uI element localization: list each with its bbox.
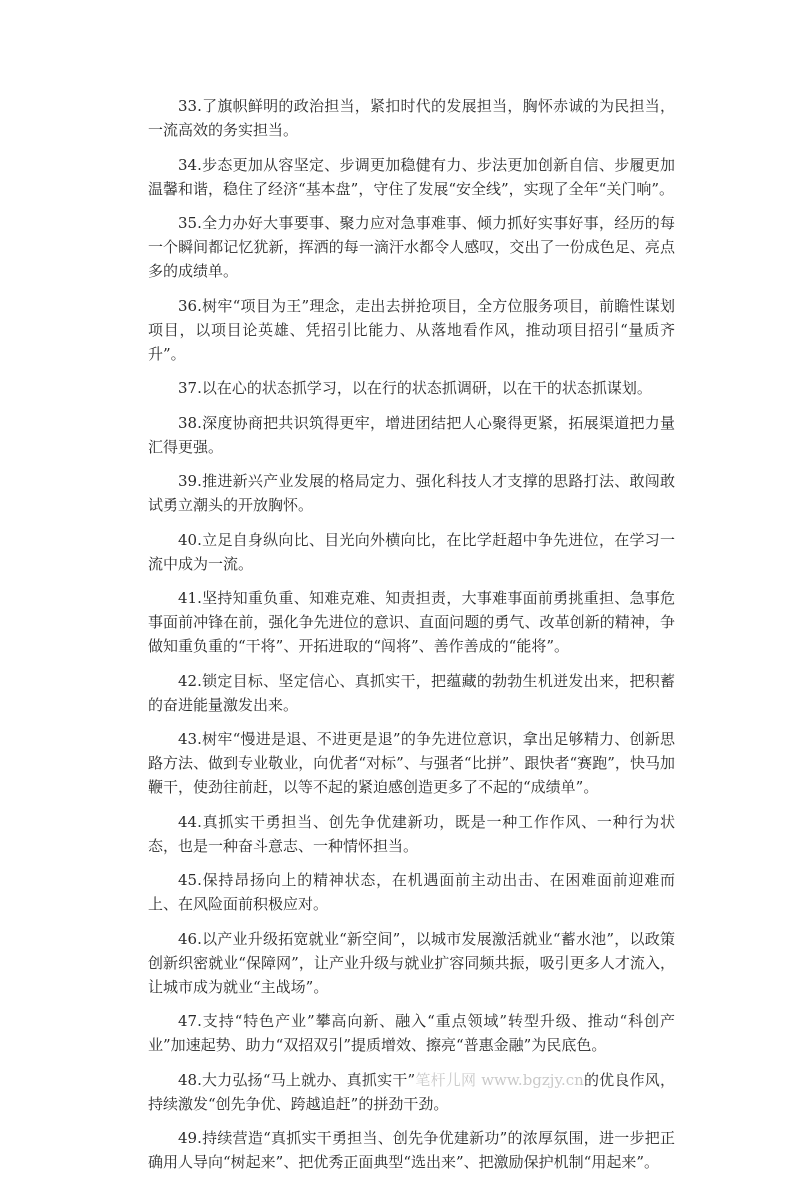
paragraph-48-before: 48.大力弘扬“马上就办、真抓实干” xyxy=(178,1070,416,1089)
paragraph-36: 36.树牢“项目为王”理念，走出去拼抢项目，全方位服务项目，前瞻性谋划项目，以项目论英雄、凭招引比能力、从落地看作风，推动项目招引“量质齐升”。 xyxy=(148,296,675,363)
paragraph-39: 39.推进新兴产业发展的格局定力、强化科技人才支撑的思路打法、敢闯敢试勇立潮头的开放胸怀。 xyxy=(148,472,675,514)
paragraph-41: 41.坚持知重负重、知难克难、知责担责，大事难事面前勇挑重担、急事危事面前冲锋在前，强化争先进位的意识、直面问题的勇气、改革创新的精神，争做知重负重的“干将”、开拓进取的“闯将”、善作善成的“能将”。 xyxy=(148,589,675,655)
paragraph-46: 46.以产业升级拓宽就业“新空间”，以城市发展激活就业“蓄水池”，以政策创新织密就业“保障网”，让产业升级与就业扩容同频共振，吸引更多人才流入，让城市成为就业“主战场”。 xyxy=(148,929,675,996)
paragraph-43: 43.树牢“慢进是退、不进更是退”的争先进位意识，拿出足够精力、创新思路方法、做到专业敬业，向优者“对标”、与强者“比拼”、跟快者“赛跑”，快马加鞭干，使劲往前赶，以等不起的紧迫感创造更多了不起的“成绩单”。 xyxy=(148,730,675,796)
paragraph-34: 34.步态更加从容坚定、步调更加稳健有力、步法更加创新自信、步履更加温馨和谐，稳住了经济“基本盘”，守住了发展“安全线”，实现了全年“关门响”。 xyxy=(148,155,675,198)
document-body xyxy=(148,94,675,1185)
paragraph-42: 42.锁定目标、坚定信心、真抓实干，把蕴藏的勃勃生机迸发出来，把积蓄的奋进能量激发出来。 xyxy=(148,671,675,714)
paragraph-40: 40.立足自身纵向比、目光向外横向比，在比学赶超中争先进位，在学习一流中成为一流。 xyxy=(148,530,675,573)
paragraph-49: 49.持续营造“真抓实干勇担当、创先争优建新功”的浓厚氛围，进一步把正确用人导向“树起来”、把优秀正面典型“选出来”、把激励保护机制“用起来”。 xyxy=(148,1129,675,1171)
paragraph-47: 47.支持“特色产业”攀高向新、融入“重点领域”转型升级、推动“科创产业”加速起势、助力“双招双引”提质增效、擦亮“普惠金融”为民底色。 xyxy=(148,1012,675,1054)
paragraph-35: 35.全力办好大事要事、聚力应对急事难事、倾力抓好实事好事，经历的每一个瞬间都记忆犹新，挥洒的每一滴汗水都令人感叹，交出了一份成色足、亮点多的成绩单。 xyxy=(148,214,675,280)
watermark-text: 笔杆儿网 www.bgzjy.cn xyxy=(415,1070,584,1089)
paragraph-44: 44.真抓实干勇担当、创先争优建新功，既是一种工作作风、一种行为状态，也是一种奋斗意志、一种情怀担当。 xyxy=(148,812,675,855)
paragraph-48 xyxy=(148,1068,675,1116)
paragraph-37: 37.以在心的状态抓学习，以在行的状态抓调研，以在干的状态抓谋划。 xyxy=(178,379,652,397)
paragraph-48-after: 的优良作风，持续激发“创先争优、跨越追赶”的拼劲干劲。 xyxy=(148,1070,675,1113)
paragraph-38: 38.深度协商把共识筑得更牢，增进团结把人心聚得更紧，拓展渠道把力量汇得更强。 xyxy=(148,413,675,456)
paragraph-33: 33.了旗帜鲜明的政治担当，紧扣时代的发展担当，胸怀赤诚的为民担当，一流高效的务实担当。 xyxy=(148,97,675,139)
paragraph-45: 45.保持昂扬向上的精神状态，在机遇面前主动出击、在困难面前迎难而上、在风险面前积极应对。 xyxy=(148,871,675,913)
